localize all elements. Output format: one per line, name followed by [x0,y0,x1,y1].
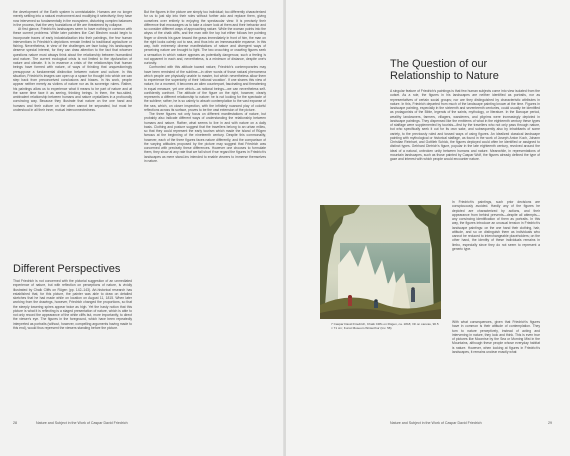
right-page-column-bottom [452,320,540,415]
page-number: 29 [548,421,552,425]
left-column-top [13,10,132,260]
section-heading-relationship: The Question of our Relationship to Nature [390,58,499,82]
section-heading-perspectives: Different Perspectives [13,263,121,275]
right-page-column-top [390,89,540,199]
paragraph: Confronted with this attitude toward nature, Friedrich's contemporaries may have been reminded of the sublime—in other words of those natural phenomena which people are physically unable to master, but which nevertheless allow them to experience the superiority of their 'rational vocation'. If one shares this view of nature, for a moment, it becomes an alien counterpart, fascinating and threatening in equal measure, yet one which—as rational beings—we can nevertheless self-confidently confront. The attitude of the figure on the right, however, clearly represents a different relationship to nature: he is not looking for the spectacle of the sublime; rather, he is so calmly to absorb contemplation to the vast expanse of the sea, which, on closer inspection, with the infinitely nuanced play of colorful reflections across its surface, proves to be the vast extension of the picture. [144,65,266,112]
paragraph: That Friedrich is not concerned with the pictorial suggestion of an unmediated experience of nature, but with reflection on perceptions of nature, is vividly illustrated by Chalk Cliffs on Rügen (pp. 142–143). Art-historical research has established that, for this picture, the painter was able to draw on detailed sketches that he had made while on location on August 11, 1815. When later working from the drawings, however, Friedrich changed the proportions, so that the steeply towering spires appear twice as high. Yet the hasty notion that this picture is what it is reflecting is a staged presentation of nature, which is able to not only record the appearance of the white cliffs but, more importantly, to direct the viewer's eye. The figures in the foreground, which have been repeatedly interpreted as portraits (without, however, compelling arguments having made to this end), would thus represent the viewers standing before the picture. [13,279,132,330]
running-head: Nature and Subject in the Work of Caspar David Friedrich [36,421,128,425]
paragraph: The three figures not only focus on different manifestations of nature, but probably also indicate different ways of understanding the relationship between humans and nature. Rather, what seems to live in and with nature on a daily basis. Clothing and posture suggest that the travellers belong to an urban milieu, so that they could represent the early tourism which made the island of Rügen famous at the beginning of the nineteenth century. Despite this commonality, however, each of the three figures faces nature differently, and the comparison of the varying attitudes proposed by the picture may suggest that Friedrich was concerned with precisely these differences. However one chooses to formulate them, they show at any rate that we fall short if we regard the figures in Friedrich's landscapes as mere stand-ins intended to enable viewers to immerse themselves in nature. [144,112,266,163]
paragraph: With what consequences, given that Friedrich's figures have in common is their attitude of contemplation. They turn to nature perceptively, instead of acting and intervening in nature, they look and think. This is even true of pictures like Moonrise by the Sea or Morning Mist in the Mountains, although these people whose everyday habitat is nature. However, when looking at figures in Friedrich's landscapes, it remains unclear exactly what [452,320,540,354]
paragraph: But the figures in the picture are simply too individual; too differently characterized for us to just slip into their roles without further ado and replace them, giving ourselves over entirely to enjoying the spectacular view. It is precisely their difference that encourages us to take a closer look at them and their behavior and so consider different ways of approaching nature. While the woman points into the abyss of the chalk cliffs, and the man with the top hat either follows her pointing finger or directs his gaze toward the grass immediately in front of him, the man on the right looks calmly out to sea, and thus into an immeasurable expanse. In this way, both extremely diverse manifestations of nature and divergent ways of perceiving nature are brought to light. The two crouching or crawling figures seek a sensation in which nature appears as potentially dangerous; such a feeling is not apparent in each and, nevertheless, is a minimum of distance, despite one's curiosity. [144,10,266,65]
figure-caption: 7 Caspar David Friedrich, Chalk Cliffs on Rügen, ca. 1818; Oil on canvas, 90.5 × 71 cm; Kunst Museum Winterthur (Inv. 58) [331,322,439,330]
paragraph: In Friedrich's paintings, such prior decisions are conspicuously avoided. Hardly any of the figures he depicted are characterized by actions, and their appearance from behind prevents—despite all attempts—any convincing identification of them as portraits. In this way, the figures introduce an unusual tension in Friedrich's landscape paintings: on the one hand their clothing, hair, attitude, and so on distinguish them as individuals who cannot be reduced to interchangeable placeholders; on the other hand, the identity of these individuals remains in limbo, especially since they do not seem to represent a generic type. [452,200,540,251]
painting-chalk-cliffs [320,205,441,319]
left-page [0,0,284,456]
right-column [144,10,266,415]
paragraph: A singular feature of Friedrich's paintings is that few human subjects come into view isolated from the outset. As a rule, the figures in his landscapes are neither identified as portraits, nor as representatives of certain social groups; nor are they distinguished by characteristic attributes in nature. In this, Friedrich departed from much of the landscape painting known at the time. Figures in landscape painting, especially in the sixteenth and seventeenth centuries, could usually be identified as protagonists of the Bible, legends of the saints, mythology, or literature. In the Baroque period, wealthy landowners, farmers, villagers, wanderers, and pilgrims were increasingly depicted in landscape paintings. They dispensed like the emblems of what in the eighteenth century these types of staffage were supplemented by tourists—first by the travellers who not only pass through nature, but who specifically seek it out for its own sake, and subsequently also by inhabitants of some variety, to the previously ruled and tossed ways of using figures. An idealized classical landscape painting with mythological or historical staffage, as found in the work of Joseph Anton Koch, Johann Christian Reinhart, and Gottlieb Schick, the figures deployed could often be identified or assigned to distinct types. Gebhard Dietrich's figure, popular in the late eighteenth century, revolved around the ideal of a natural, unbroken unity between humans and nature. Meanwhile, in representations of mountain landscapes, such as those painted by Caspar Wolf, the figures already defined the type of gaze and interest with which people would encounter nature. [390,89,540,161]
page-number: 28 [13,421,17,425]
left-column-bottom [13,279,132,415]
running-head: Nature and Subject in the Work of Caspar David Friedrich [390,421,482,425]
right-page-column-middle [452,200,540,318]
paragraph: the development of the Earth system is unmistakable. Humans are no longer merely settling into a natural environment and modifying it selectively; they have now intervened so fundamentally in the ecosystem, disturbing complex balances in the process, that the very foundations of life are threatened by collapse. [13,10,132,27]
paragraph: At first glance, Friedrich's landscapes seem to have nothing in common with these current problems. While later painters like Carl Blechen would begin to incorporate traces of early industrialization into their paintings, the few human interventions in Friedrich's depictions remain limited to traditional agriculture or fishing. Nevertheless, in view of the challenges we face today, his landscapes deserve special interest, for they can draw attention to the fact that whoever questions nature must always think about the relationship between humankind and nature. The current ecological crisis is not limited to the dysfunction of nature and climate. It is in essence a crisis of the relationships that human beings have formed with nature, of ways of thinking that unquestioningly presuppose a fundamental distinction between nature and culture. In this situation, Friedrich's images can open up a space for thought into which we can step back from preconceived conclusions and biases. In his work, people appear neither merely as victims of nature nor as its sovereign rulers. Rather, his paintings allow us to experience what it means to be part of nature and at the same time face it as seeing, thinking beings. In them, the two-sided, ambivalent relationship between humans and nature crystallizes in a profoundly convincing way. Because they illustrate that nature on the one hand and humans and their culture on the other cannot be separated, but must be understood in all their inner, mutual interconnectedness. [13,27,132,112]
